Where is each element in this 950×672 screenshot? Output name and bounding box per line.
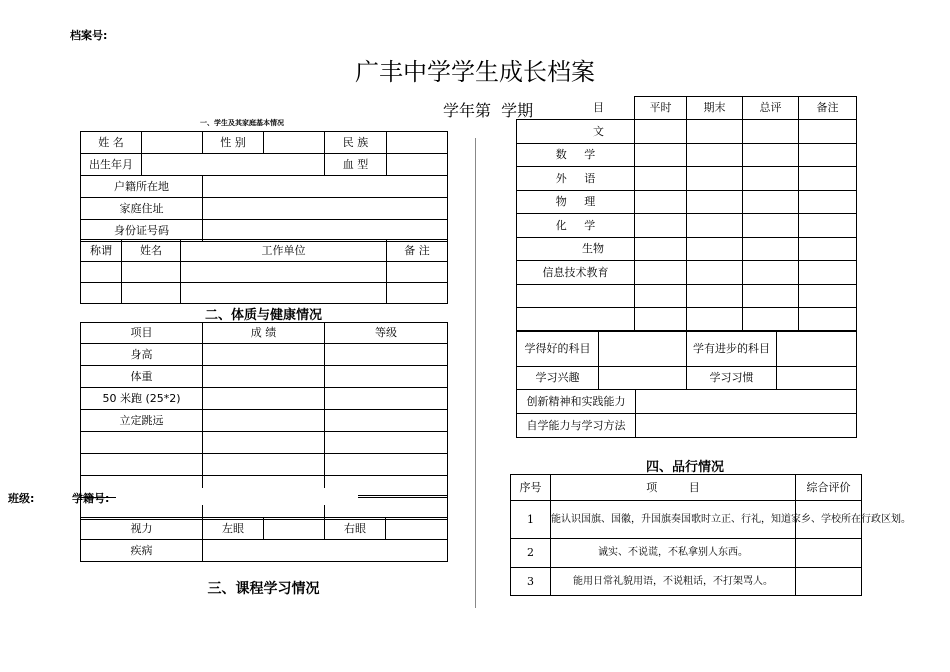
course-cell[interactable]	[743, 120, 799, 144]
course-cell[interactable]	[635, 214, 687, 238]
health-cell[interactable]	[203, 366, 325, 388]
blood-value[interactable]	[387, 154, 448, 176]
family-cell[interactable]	[387, 283, 448, 304]
self-study-label: 自学能力与学习方法	[517, 414, 636, 438]
left-eye-value[interactable]	[264, 518, 325, 540]
habit-value[interactable]	[777, 367, 857, 390]
id-label: 身份证号码	[81, 220, 203, 242]
course-cell[interactable]	[799, 261, 857, 285]
health-cell[interactable]	[325, 344, 448, 366]
health-item-jump: 立定跳远	[81, 410, 203, 432]
good-subject-label: 学得好的科目	[517, 331, 599, 367]
family-cell[interactable]	[81, 283, 122, 304]
conduct-table	[510, 474, 911, 596]
health-item-height: 身高	[81, 344, 203, 366]
subject-english: 外 语	[517, 167, 635, 191]
name-value[interactable]	[142, 132, 203, 154]
course-cell[interactable]	[635, 261, 687, 285]
health-cell[interactable]	[81, 454, 203, 476]
course-cell[interactable]	[799, 191, 857, 214]
family-cell[interactable]	[122, 283, 181, 304]
course-col-note: 备注	[799, 97, 857, 120]
health-cell[interactable]	[325, 454, 448, 476]
section2-title: 二、体质与健康情况	[204, 308, 322, 323]
course-cell[interactable]	[687, 261, 743, 285]
course-table	[516, 96, 857, 332]
health-item-run: 50 米跑 (25*2)	[81, 388, 203, 410]
family-cell[interactable]	[387, 262, 448, 283]
course-cell[interactable]	[687, 167, 743, 191]
conduct-eval-cell[interactable]	[796, 568, 862, 596]
family-col-relation: 称谓	[81, 240, 122, 262]
subject-chinese: 文	[517, 120, 635, 144]
innovation-value[interactable]	[636, 390, 857, 414]
course-cell[interactable]	[635, 238, 687, 261]
birth-label: 出生年月	[81, 154, 142, 176]
health-cell[interactable]	[203, 388, 325, 410]
family-col-work: 工作单位	[181, 240, 387, 262]
conduct-col-item: 项 目	[551, 475, 796, 501]
course-cell[interactable]	[799, 308, 857, 332]
habit-label: 学习习惯	[687, 367, 777, 390]
health-item-weight: 体重	[81, 366, 203, 388]
course-cell[interactable]	[743, 144, 799, 167]
progress-subject-label: 学有进步的科目	[687, 331, 777, 367]
course-cell[interactable]	[687, 214, 743, 238]
course-cell[interactable]	[687, 191, 743, 214]
course-cell[interactable]	[687, 144, 743, 167]
conduct-eval-cell[interactable]	[796, 539, 862, 568]
hukou-label: 户籍所在地	[81, 176, 203, 198]
blood-label: 血 型	[325, 154, 387, 176]
conduct-row-text: 诚实、不说谎，不私拿别人东西。	[551, 539, 796, 568]
interest-label: 学习兴趣	[517, 367, 599, 390]
good-subject-value[interactable]	[599, 331, 687, 367]
health-col-item: 项目	[81, 323, 203, 344]
course-cell[interactable]	[743, 308, 799, 332]
course-cell[interactable]	[635, 308, 687, 332]
basic-info-table	[80, 131, 448, 242]
health-col-score: 成 绩	[203, 323, 325, 344]
course-cell[interactable]	[743, 238, 799, 261]
course-col-overall: 总评	[743, 97, 799, 120]
course-cell[interactable]	[799, 214, 857, 238]
family-cell[interactable]	[122, 262, 181, 283]
course-cell[interactable]	[743, 214, 799, 238]
disease-value[interactable]	[203, 540, 448, 562]
health-cell[interactable]	[203, 344, 325, 366]
self-study-value[interactable]	[636, 414, 857, 438]
mask-strip	[116, 488, 358, 505]
conduct-row-no: 3	[511, 568, 551, 596]
center-divider	[475, 138, 476, 608]
vision-table	[80, 517, 448, 562]
course-cell[interactable]	[799, 238, 857, 261]
conduct-col-no: 序号	[511, 475, 551, 501]
course-cell[interactable]	[635, 167, 687, 191]
health-cell[interactable]	[325, 410, 448, 432]
family-cell[interactable]	[81, 262, 122, 283]
course-cell[interactable]	[687, 238, 743, 261]
address-value[interactable]	[203, 198, 448, 220]
section4-title: 四、品行情况	[645, 460, 724, 475]
address-label: 家庭住址	[81, 198, 203, 220]
course-cell[interactable]	[517, 308, 635, 332]
course-col-final: 期末	[687, 97, 743, 120]
subject-chemistry: 化 学	[517, 214, 635, 238]
health-cell[interactable]	[325, 366, 448, 388]
ethnicity-value[interactable]	[387, 132, 448, 154]
ability-table	[516, 389, 857, 438]
health-cell[interactable]	[203, 432, 325, 454]
section1-title: 一、学生及其家庭基本情况	[200, 119, 284, 127]
disease-label: 疾病	[81, 540, 203, 562]
health-cell[interactable]	[203, 454, 325, 476]
course-cell[interactable]	[799, 120, 857, 144]
archive-no-label: 档案号:	[70, 29, 108, 42]
class-label: 班级:	[8, 492, 35, 505]
right-eye-value[interactable]	[386, 518, 448, 540]
course-cell[interactable]	[799, 285, 857, 308]
birth-value[interactable]	[142, 154, 325, 176]
subject-physics: 物 理	[517, 191, 635, 214]
section3-title: 三、课程学习情况	[207, 581, 320, 597]
conduct-col-eval: 综合评价	[796, 475, 862, 501]
name-label: 姓 名	[81, 132, 142, 154]
family-table	[80, 239, 448, 304]
subject-it: 信息技术教育	[517, 261, 635, 285]
student-no-label: 学籍号:	[72, 492, 110, 505]
gender-value[interactable]	[264, 132, 325, 154]
health-col-grade: 等级	[325, 323, 448, 344]
course-cell[interactable]	[799, 144, 857, 167]
conduct-row-text: 能认识国旗、国徽，升国旗奏国歌时立正、行礼，知道家乡、学校所在行政区划。	[551, 501, 796, 539]
conduct-row-text: 能用日常礼貌用语，不说粗话，不打架骂人。	[551, 568, 796, 596]
innovation-label: 创新精神和实践能力	[517, 390, 636, 414]
health-cell[interactable]	[325, 388, 448, 410]
page-title: 广丰中学学生成长档案	[355, 58, 595, 86]
course-cell[interactable]	[635, 120, 687, 144]
ethnicity-label: 民 族	[325, 132, 387, 154]
course-col-subject: 目	[517, 97, 635, 120]
term-line: 学年第 学期	[443, 101, 534, 120]
course-cell[interactable]	[635, 191, 687, 214]
course-cell[interactable]	[743, 167, 799, 191]
family-col-name: 姓名	[122, 240, 181, 262]
course-cell[interactable]	[743, 285, 799, 308]
left-eye-label: 左眼	[203, 518, 264, 540]
conduct-row-no: 2	[511, 539, 551, 568]
family-cell[interactable]	[181, 262, 387, 283]
subject-biology: 生物	[517, 238, 635, 261]
family-cell[interactable]	[181, 283, 387, 304]
course-cell[interactable]	[743, 191, 799, 214]
course-cell[interactable]	[635, 144, 687, 167]
health-cell[interactable]	[325, 432, 448, 454]
course-col-regular: 平时	[635, 97, 687, 120]
course-cell[interactable]	[799, 167, 857, 191]
vision-label: 视力	[81, 518, 203, 540]
student-no-underline	[358, 495, 447, 496]
hukou-value[interactable]	[203, 176, 448, 198]
gender-label: 性 别	[203, 132, 264, 154]
health-cell[interactable]	[81, 432, 203, 454]
conduct-row-no: 1	[511, 501, 551, 539]
course-cell[interactable]	[687, 120, 743, 144]
interest-value[interactable]	[599, 367, 687, 390]
course-cell[interactable]	[743, 261, 799, 285]
health-cell[interactable]	[203, 410, 325, 432]
family-col-note: 备 注	[387, 240, 448, 262]
course-cell[interactable]	[687, 285, 743, 308]
progress-subject-value[interactable]	[777, 331, 857, 367]
course-cell[interactable]	[635, 285, 687, 308]
right-eye-label: 右眼	[325, 518, 386, 540]
subject-math: 数 学	[517, 144, 635, 167]
learning-table	[516, 330, 857, 390]
course-cell[interactable]	[517, 285, 635, 308]
course-cell[interactable]	[687, 308, 743, 332]
